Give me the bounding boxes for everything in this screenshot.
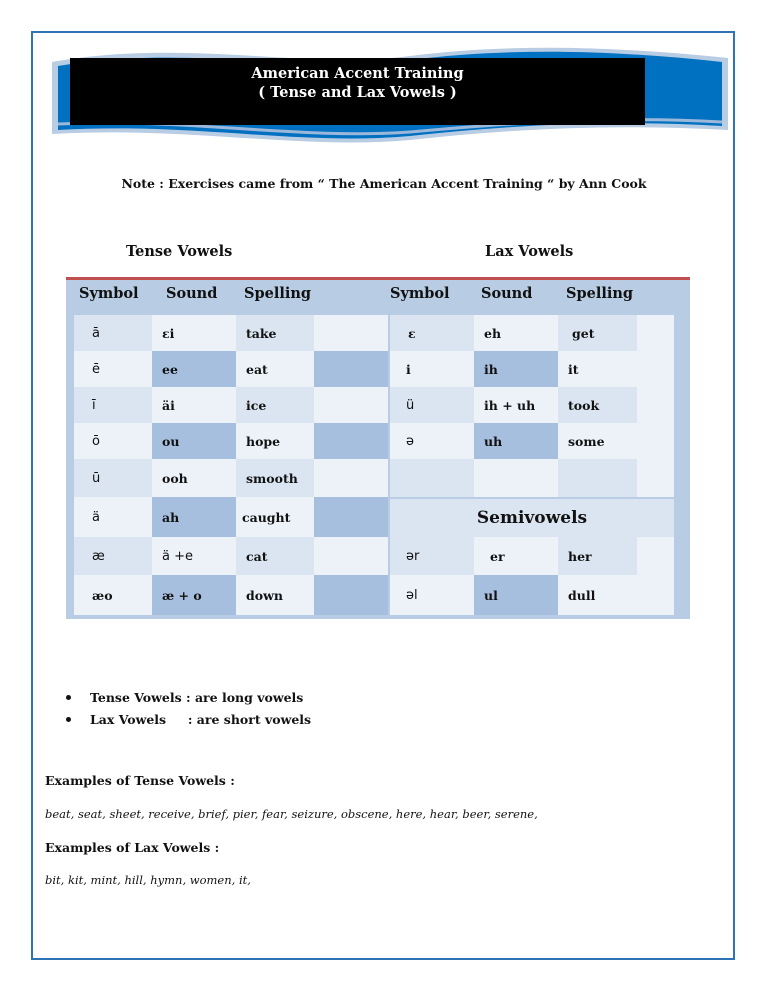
header-tense-symbol: Symbol bbox=[79, 285, 139, 302]
tense-sound-cell: ɛi bbox=[152, 315, 236, 351]
tense-spelling-cell: down bbox=[236, 575, 314, 615]
tense-sound-cell: ah bbox=[152, 497, 236, 537]
tense-spelling-cell: eat bbox=[236, 351, 314, 387]
header-lax-symbol: Symbol bbox=[390, 285, 450, 302]
tense-sound-cell: ou bbox=[152, 423, 236, 459]
lax-spelling-cell: it bbox=[558, 351, 637, 387]
lax-vowels-heading: Lax Vowels bbox=[485, 243, 574, 260]
semivowel-symbol-cell: əl bbox=[390, 575, 474, 615]
semivowel-sound-cell: er bbox=[474, 537, 558, 575]
lax-symbol-cell: i bbox=[390, 351, 474, 387]
lax-sound-cell: uh bbox=[474, 423, 558, 459]
semivowel-spelling-cell: dull bbox=[558, 575, 637, 615]
lax-sound-cell: eh bbox=[474, 315, 558, 351]
tense-empty-cell bbox=[314, 497, 388, 537]
tense-empty-cell bbox=[314, 537, 388, 575]
tense-symbol-cell: ū bbox=[74, 459, 152, 497]
banner-title-line2: ( Tense and Lax Vowels ) bbox=[258, 84, 457, 101]
lax-spelling-cell: some bbox=[558, 423, 637, 459]
source-note: Note : Exercises came from “ The American Accent Training “ by Ann Cook bbox=[121, 176, 647, 191]
lax-examples-heading: Examples of Lax Vowels : bbox=[45, 840, 220, 855]
tense-vowels-heading: Tense Vowels bbox=[126, 243, 233, 260]
bullet-icon bbox=[66, 695, 71, 700]
header-tense-spelling: Spelling bbox=[244, 285, 312, 302]
tense-empty-cell bbox=[314, 351, 388, 387]
lax-empty-cell bbox=[558, 459, 637, 497]
tense-examples-heading: Examples of Tense Vowels : bbox=[45, 773, 235, 788]
vowel-table bbox=[66, 277, 690, 619]
tense-examples-words: beat, seat, sheet, receive, brief, pier, fear, seizure, obscene, here, hear, beer, serene, bbox=[45, 807, 538, 821]
tense-empty-cell bbox=[314, 459, 388, 497]
tense-symbol-cell: æo bbox=[74, 575, 152, 615]
lax-examples-words: bit, kit, mint, hill, hymn, women, it, bbox=[45, 873, 251, 887]
lax-sound-cell: ih + uh bbox=[474, 387, 558, 423]
lax-empty-cell bbox=[637, 351, 674, 387]
lax-empty-cell bbox=[637, 387, 674, 423]
tense-spelling-cell: ice bbox=[236, 387, 314, 423]
tense-sound-cell: ooh bbox=[152, 459, 236, 497]
header-tense-sound: Sound bbox=[166, 285, 218, 302]
tense-spelling-cell: cat bbox=[236, 537, 314, 575]
lax-empty-cell bbox=[637, 423, 674, 459]
tense-symbol-cell: ā bbox=[74, 315, 152, 351]
lax-spelling-cell: get bbox=[558, 315, 637, 351]
tense-empty-cell bbox=[314, 423, 388, 459]
semivowel-spelling-cell: her bbox=[558, 537, 637, 575]
lax-empty-cell bbox=[637, 315, 674, 351]
lax-empty-cell bbox=[637, 459, 674, 497]
tense-spelling-cell: smooth bbox=[236, 459, 314, 497]
tense-sound-cell: ä +e bbox=[152, 537, 236, 575]
semivowel-sound-cell: ul bbox=[474, 575, 558, 615]
banner-title-line1: American Accent Training bbox=[251, 65, 464, 82]
tense-sound-cell: äi bbox=[152, 387, 236, 423]
lax-spelling-cell: took bbox=[558, 387, 637, 423]
tense-symbol-cell: ä bbox=[74, 497, 152, 537]
lax-empty-cell bbox=[637, 537, 674, 575]
list-item: Tense Vowels : are long vowels bbox=[66, 686, 311, 708]
table-top-rule bbox=[66, 277, 690, 280]
tense-spelling-cell: caught bbox=[236, 497, 314, 537]
header-lax-spelling: Spelling bbox=[566, 285, 634, 302]
tense-empty-cell bbox=[314, 387, 388, 423]
tense-symbol-cell: ō bbox=[74, 423, 152, 459]
lax-empty-cell bbox=[474, 459, 558, 497]
lax-symbol-cell: ɛ bbox=[390, 315, 474, 351]
lax-empty-cell bbox=[637, 575, 674, 615]
tense-spelling-cell: hope bbox=[236, 423, 314, 459]
tense-spelling-cell: take bbox=[236, 315, 314, 351]
lax-sound-cell: ih bbox=[474, 351, 558, 387]
bullet-icon bbox=[66, 717, 71, 722]
list-item: Lax Vowels : are short vowels bbox=[66, 708, 311, 730]
title-banner bbox=[50, 42, 730, 147]
tense-symbol-cell: ē bbox=[74, 351, 152, 387]
header-lax-sound: Sound bbox=[481, 285, 533, 302]
lax-symbol-cell: ə bbox=[390, 423, 474, 459]
tense-sound-cell: ee bbox=[152, 351, 236, 387]
vowel-definitions-list bbox=[66, 686, 311, 730]
lax-symbol-cell: ü bbox=[390, 387, 474, 423]
tense-empty-cell bbox=[314, 315, 388, 351]
tense-empty-cell bbox=[314, 575, 388, 615]
semivowel-symbol-cell: ər bbox=[390, 537, 474, 575]
semivowels-label: Semivowels bbox=[390, 499, 674, 537]
lax-empty-cell bbox=[390, 459, 474, 497]
tense-symbol-cell: æ bbox=[74, 537, 152, 575]
tense-symbol-cell: ī bbox=[74, 387, 152, 423]
tense-sound-cell: æ + o bbox=[152, 575, 236, 615]
